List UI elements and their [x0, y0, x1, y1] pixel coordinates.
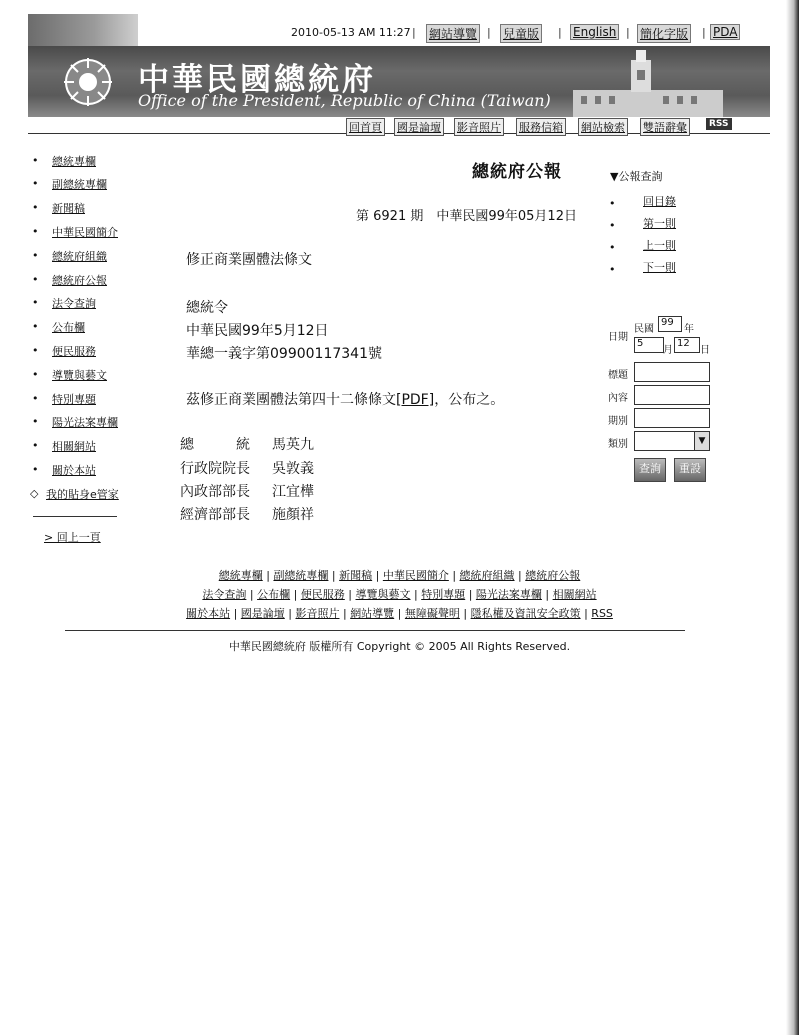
sub-navigation [28, 117, 770, 134]
year-input[interactable]: 99 [658, 316, 682, 332]
sidebar-item-news[interactable]: 新聞稿 [52, 202, 85, 215]
footer-link[interactable]: 導覽與藝文 [355, 588, 411, 601]
bullet: • [32, 415, 39, 428]
signature-role: 經濟部部長 [180, 507, 250, 523]
separator: | [558, 26, 562, 39]
day-label: 日 [700, 345, 710, 356]
simplified-chinese-link[interactable]: 簡化字版 [637, 24, 691, 43]
forum-link[interactable]: 國是論壇 [394, 118, 444, 136]
signature-name: 江宜樺 [272, 484, 314, 500]
footer-link[interactable]: 法令查詢 [202, 588, 247, 601]
order-body-text: 茲修正商業團體法第四十二條條文 [186, 392, 396, 408]
content-label: 內容 [608, 393, 628, 404]
footer-link[interactable]: 關於本站 [186, 607, 231, 620]
issue-input[interactable] [634, 408, 710, 428]
footer-link[interactable]: 公布欄 [257, 588, 291, 601]
footer-link[interactable]: 影音照片 [295, 607, 340, 620]
footer-link[interactable]: 總統府公報 [525, 569, 581, 582]
footer-link[interactable]: 副總統專欄 [273, 569, 329, 582]
query-heading[interactable]: ▼公報查詢 [610, 170, 663, 183]
sidebar-divider [33, 516, 117, 517]
sidebar-item-special-topics[interactable]: 特別專題 [52, 393, 96, 406]
first-item-link[interactable]: 第一則 [643, 217, 676, 230]
bullet: • [609, 241, 616, 254]
order-body [186, 389, 504, 409]
bullet: • [609, 219, 616, 232]
sidebar-item-roc-intro[interactable]: 中華民國簡介 [52, 226, 118, 239]
footer-divider [65, 630, 685, 631]
chevron-down-icon[interactable]: ▼ [694, 432, 709, 450]
sidebar-item-related-sites[interactable]: 相關網站 [52, 440, 96, 453]
footer-link[interactable]: 相關網站 [552, 588, 597, 601]
reset-button[interactable]: 重設 [674, 458, 706, 482]
mailbox-link[interactable]: 服務信箱 [516, 118, 566, 136]
sidebar-item-services[interactable]: 便民服務 [52, 345, 96, 358]
signature-name: 施顏祥 [272, 507, 314, 523]
date-label: 日期 [608, 332, 628, 343]
footer-link[interactable]: RSS [591, 607, 613, 620]
sitemap-link[interactable]: 網站導覽 [426, 24, 480, 43]
footer-link[interactable]: 隱私權及資訊安全政策 [470, 607, 581, 620]
bullet: • [32, 368, 39, 381]
footer-links-row-1: 總統專欄 | 副總統專欄 | 新聞稿 | 中華民國簡介 | 總統府組織 | 總統府公報 [218, 569, 581, 582]
category-select[interactable] [634, 431, 710, 451]
order-body-suffix: ，公布之。 [434, 392, 505, 408]
diamond-icon: ◇ [30, 487, 39, 500]
bullet: • [32, 225, 39, 238]
top-bar [0, 0, 799, 46]
presidential-building-icon [573, 50, 723, 117]
bullet: • [32, 177, 39, 190]
sidebar-item-president-column[interactable]: 總統專欄 [52, 155, 96, 168]
page-title: 總統府公報 [472, 162, 562, 182]
order-number: 華總一義字第09900117341號 [186, 346, 382, 362]
bullet: • [32, 320, 39, 333]
bullet: • [32, 392, 39, 405]
signature-role: 總 統 [180, 437, 250, 453]
sidebar-item-law-search[interactable]: 法令查詢 [52, 297, 96, 310]
back-link[interactable]: > 回上一頁 [44, 531, 101, 544]
pda-link[interactable]: PDA [710, 24, 740, 40]
era-label: 民國 [634, 324, 654, 335]
footer-link[interactable]: 總統府組織 [459, 569, 515, 582]
sidebar-item-tours-arts[interactable]: 導覽與藝文 [52, 369, 107, 382]
day-input[interactable]: 12 [674, 337, 700, 353]
sidebar-item-organization[interactable]: 總統府組織 [52, 250, 107, 263]
sidebar-item-gazette[interactable]: 總統府公報 [52, 274, 107, 287]
previous-item-link[interactable]: 上一則 [643, 239, 676, 252]
title-input[interactable] [634, 362, 710, 382]
bullet: • [32, 439, 39, 452]
bullet: • [32, 296, 39, 309]
footer-link[interactable]: 無障礙聲明 [404, 607, 460, 620]
month-input[interactable]: 5 [634, 337, 664, 353]
footer-links-row-2: 法令查詢 | 公布欄 | 便民服務 | 導覽與藝文 | 特別專題 | 陽光法案專欄 | 相關網站 [202, 588, 597, 601]
sidebar-item-sunshine-laws[interactable]: 陽光法案專欄 [52, 416, 118, 429]
order-date: 中華民國99年5月12日 [186, 323, 329, 339]
pdf-link[interactable]: [PDF] [396, 392, 435, 408]
signature-role: 行政院院長 [180, 461, 250, 477]
scan-edge [786, 0, 799, 1035]
next-item-link[interactable]: 下一則 [643, 261, 676, 274]
bullet: • [609, 263, 616, 276]
sidebar-item-personal-manager[interactable]: 我的貼身e管家 [46, 488, 119, 501]
bullet: • [32, 201, 39, 214]
separator: | [412, 26, 416, 39]
search-button[interactable]: 查詢 [634, 458, 666, 482]
signature-name: 馬英九 [272, 437, 314, 453]
back-to-contents-link[interactable]: 回目錄 [643, 195, 676, 208]
order-heading: 總統令 [186, 300, 228, 316]
year-label: 年 [684, 324, 694, 335]
footer-link[interactable]: 國是論壇 [240, 607, 285, 620]
national-emblem-icon [58, 54, 118, 110]
title-label: 標題 [608, 370, 628, 381]
category-label: 類別 [608, 439, 628, 450]
footer-link[interactable]: 新聞稿 [339, 569, 373, 582]
footer-link[interactable]: 便民服務 [300, 588, 345, 601]
site-title-english: Office of the President, Republic of China (Taiwan) [138, 91, 551, 110]
bullet: • [32, 154, 39, 167]
site-banner [28, 46, 770, 117]
issue-label: 期別 [608, 416, 628, 427]
footer-links-row-3: 關於本站 | 國是論壇 | 影音照片 | 網站導覽 | 無障礙聲明 | 隱私權及資訊安全政策 | RSS [186, 607, 613, 620]
separator: | [702, 26, 706, 39]
current-datetime: 2010-05-13 AM 11:27 [291, 26, 411, 39]
bullet: • [609, 197, 616, 210]
footer-link[interactable]: 網站導覽 [350, 607, 395, 620]
header-logo-corner [28, 14, 138, 46]
rss-button[interactable]: RSS [706, 118, 732, 130]
footer-link[interactable]: 陽光法案專欄 [475, 588, 542, 601]
glossary-link[interactable]: 雙語辭彙 [640, 118, 690, 136]
footer-link[interactable]: 特別專題 [421, 588, 466, 601]
kids-version-link[interactable]: 兒童版 [500, 24, 542, 43]
sidebar-item-bulletin-board[interactable]: 公布欄 [52, 321, 85, 334]
sidebar-item-vp-column[interactable]: 副總統專欄 [52, 178, 107, 191]
bullet: • [32, 249, 39, 262]
signature-role: 內政部部長 [180, 484, 250, 500]
document-title: 修正商業團體法條文 [186, 252, 312, 268]
separator: | [487, 26, 491, 39]
content-input[interactable] [634, 385, 710, 405]
english-link[interactable]: English [570, 24, 619, 40]
home-link[interactable]: 回首頁 [346, 118, 385, 136]
bullet: • [32, 273, 39, 286]
signature-name: 吳敦義 [272, 461, 314, 477]
media-link[interactable]: 影音照片 [454, 118, 504, 136]
bullet: • [32, 463, 39, 476]
sidebar-item-about[interactable]: 關於本站 [52, 464, 96, 477]
copyright-text: 中華民國總統府 版權所有 Copyright © 2005 All Rights Reserved. [228, 640, 571, 653]
separator: | [626, 26, 630, 39]
month-label: 月 [663, 345, 673, 356]
site-title: 中華民國總統府 [138, 62, 376, 98]
footer-link[interactable]: 中華民國簡介 [382, 569, 449, 582]
bullet: • [32, 344, 39, 357]
issue-info: 第 6921 期 中華民國99年05月12日 [356, 209, 577, 224]
footer-link[interactable]: 總統專欄 [218, 569, 263, 582]
site-search-link[interactable]: 網站檢索 [578, 118, 628, 136]
